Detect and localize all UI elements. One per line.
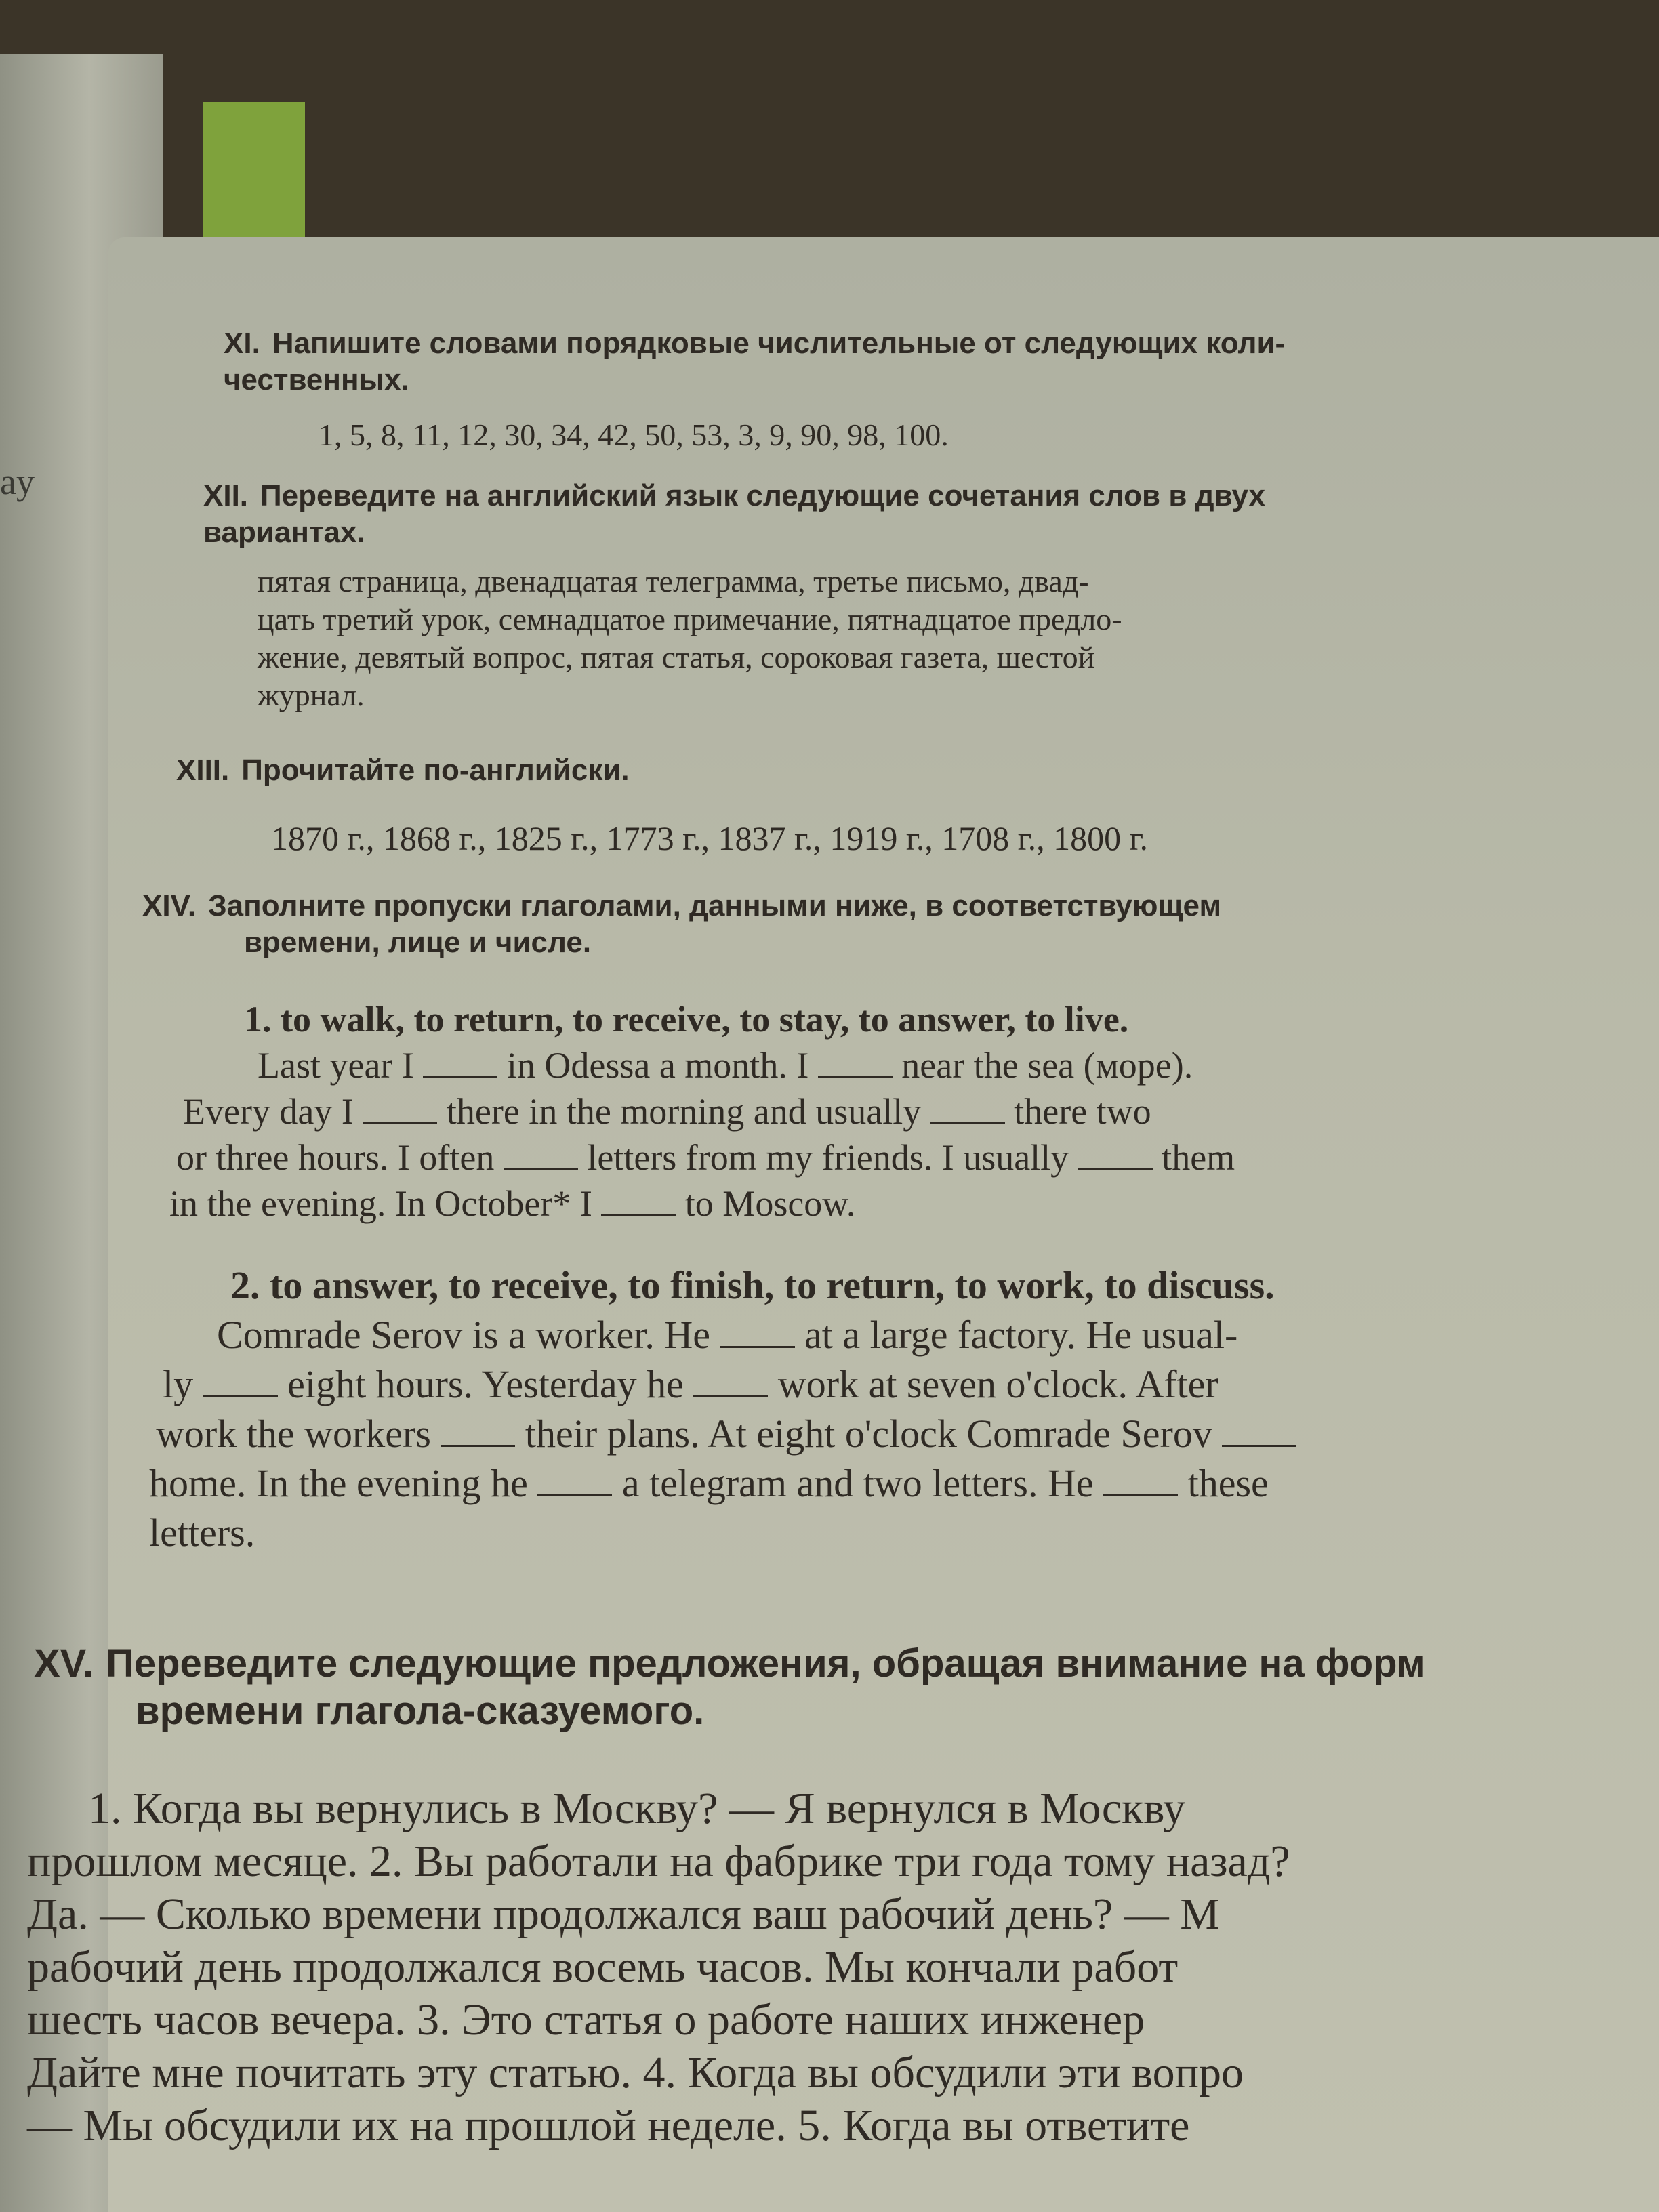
left-page-fragment: ay: [0, 462, 35, 502]
part2-heading: 2. to answer, to receive, to finish, to return, to work, to discuss.: [230, 1263, 1275, 1307]
exercise-xiv-part1: [108, 996, 1659, 1227]
part2-line: letters.: [149, 1511, 255, 1555]
exercise-number: XIV.: [142, 889, 197, 922]
blank[interactable]: [930, 1122, 1005, 1124]
blank[interactable]: [537, 1494, 612, 1496]
blank[interactable]: [1103, 1494, 1178, 1496]
exercise-number: XI.: [224, 327, 260, 360]
blank[interactable]: [203, 1395, 278, 1397]
part1-line: or three hours. I often letters from my friends. I usually them: [176, 1137, 1235, 1178]
textbook-page: [27, 237, 1659, 2212]
blank[interactable]: [601, 1214, 676, 1216]
exercise-number: XV.: [34, 1641, 94, 1685]
exercise-xiv-title: XIV. Заполните пропуски глаголами, данными ниже, в соответствующем времени, лице и числе.: [142, 889, 1221, 959]
part2-line: ly eight hours. Yesterday he work at seven o'clock. After: [163, 1362, 1218, 1406]
blank[interactable]: [504, 1168, 578, 1170]
exercise-xii-title: XII. Переведите на английский язык следующие сочетания слов в двух вариантах.: [203, 479, 1265, 549]
part1-line: in the evening. In October* I to Moscow.: [169, 1183, 856, 1224]
exercise-xii-content: пятая страница, двенадцатая телеграмма, третье письмо, двад- цать третий урок, семнадцатое примечание, пятнадцатое предло- жение, девятый вопрос, пятая статья, сороковая газета, шестой журнал.: [258, 564, 1122, 712]
exercise-xi-title: XI. Напишите словами порядковые числительные от следующих коли- чественных.: [224, 327, 1286, 396]
part1-heading: 1. to walk, to return, to receive, to stay, to answer, to live.: [244, 999, 1129, 1040]
exercise-number: XII.: [203, 479, 249, 512]
part2-line: work the workers their plans. At eight o'clock Comrade Serov: [108, 1409, 1659, 1458]
exercise-number: XIII.: [176, 754, 230, 787]
part1-line: Last year I in Odessa a month. I near the sea (море).: [258, 1045, 1193, 1086]
part2-line: Comrade Serov is a worker. He at a large factory. He usual-: [217, 1313, 1238, 1357]
blank[interactable]: [818, 1076, 893, 1078]
exercise-xiv-part2: [108, 1261, 1659, 1557]
blank[interactable]: [1078, 1168, 1153, 1170]
part1-line: Every day I there in the morning and usually there two: [183, 1091, 1151, 1132]
blank[interactable]: [423, 1076, 497, 1078]
exercise-xiii-content: 1870 г., 1868 г., 1825 г., 1773 г., 1837 г., 1919 г., 1708 г., 1800 г.: [271, 819, 1148, 857]
blank[interactable]: [363, 1122, 437, 1124]
blank[interactable]: [693, 1395, 768, 1397]
blank[interactable]: [441, 1445, 515, 1447]
part2-line: home. In the evening he a telegram and two letters. He these: [149, 1461, 1269, 1505]
exercise-xv-content: 1. Когда вы вернулись в Москву? — Я вернулся в Москву прошлом месяце. 2. Вы работали на фабрике три года тому назад? Да. — Сколько времени продолжался ваш рабочий день? — М рабочий день продолжался восемь часов. Мы кончали работ шесть часов вечера. 3. Это статья о работе наших инженер Дайте мне почитать эту статью. 4. Когда вы обсудили эти вопро — Мы обсудили их на прошлой неделе. 5. Когда вы ответите: [27, 1784, 1290, 2150]
exercise-xiii-title: XIII. Прочитайте по-английски.: [176, 754, 630, 787]
exercise-xi-content: 1, 5, 8, 11, 12, 30, 34, 42, 50, 53, 3, 9, 90, 98, 100.: [319, 417, 949, 452]
exercise-xv-title: XV. Переведите следующие предложения, обращая внимание на форм времени глагола-сказуемого.: [34, 1641, 1426, 1733]
blank[interactable]: [720, 1346, 795, 1348]
blank[interactable]: [1222, 1445, 1296, 1447]
